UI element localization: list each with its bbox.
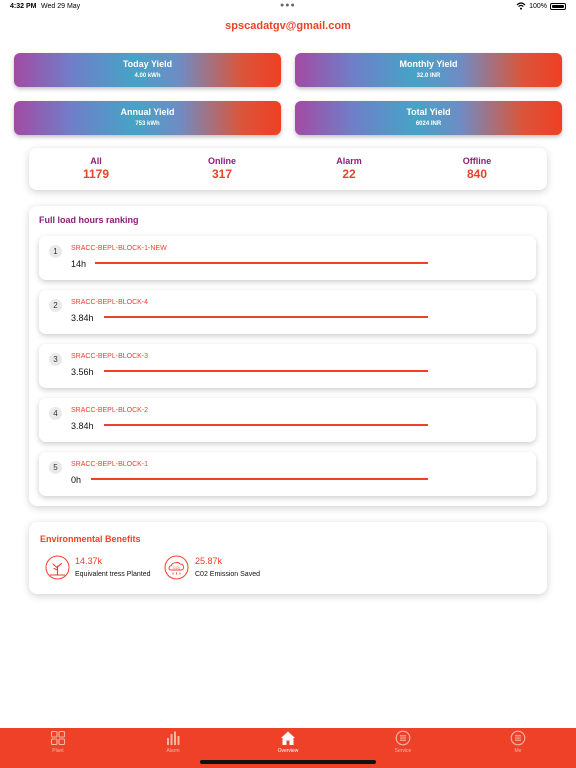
trees-value: 14.37k <box>75 556 103 566</box>
rank-number: 2 <box>49 299 62 312</box>
rank-progress-bar <box>104 370 428 372</box>
status-bar <box>0 0 576 14</box>
monthly-yield-card[interactable] <box>295 53 562 87</box>
battery-percent: 100% <box>529 2 547 10</box>
rank-hours: 3.84h <box>71 313 94 323</box>
tab-service[interactable] <box>363 730 443 754</box>
stat-alarm-value: 22 <box>342 167 356 181</box>
co2-icon-text: CO₂ <box>172 564 181 570</box>
annual-yield-value: 753 kWh <box>135 121 160 127</box>
ranking-item[interactable] <box>39 236 536 280</box>
stat-alarm-label: Alarm <box>336 156 362 166</box>
rank-number: 3 <box>49 353 62 366</box>
annual-yield-label: Annual Yield <box>120 107 175 117</box>
trees-label: Equivalent tress Planted <box>75 571 151 578</box>
bar-chart-icon <box>165 730 181 746</box>
ranking-item[interactable] <box>39 398 536 442</box>
today-yield-value: 4.00 kWh <box>134 73 161 79</box>
status-time: 4:32 PM <box>10 3 37 10</box>
account-email: spscadatgv@gmail.com <box>225 20 351 32</box>
rank-plant-name: SRACC-BEPL-BLOCK-3 <box>71 353 149 360</box>
stat-online-label: Online <box>207 156 236 166</box>
wifi-icon <box>516 2 526 10</box>
tab-plant[interactable] <box>18 730 98 754</box>
tab-service-label: Service <box>394 748 412 754</box>
status-date: Wed 29 May <box>41 3 81 10</box>
rank-plant-name: SRACC-BEPL-BLOCK-4 <box>71 299 149 306</box>
list-circle-icon <box>510 730 526 746</box>
stat-all-value: 1179 <box>82 167 110 181</box>
tree-planted-icon <box>45 555 70 580</box>
rank-progress-bar <box>104 316 428 318</box>
total-yield-value: 6024 INR <box>415 121 442 127</box>
stat-offline-value: 840 <box>466 167 488 181</box>
rank-progress-bar <box>95 262 428 264</box>
monthly-yield-label: Monthly Yield <box>399 59 458 69</box>
home-indicator[interactable] <box>200 760 376 764</box>
rank-plant-name: SRACC-BEPL-BLOCK-1 <box>71 461 149 468</box>
rank-plant-name: SRACC-BEPL-BLOCK-2 <box>71 407 149 414</box>
battery-icon <box>550 3 566 10</box>
stat-online[interactable] <box>182 156 262 181</box>
rank-plant-name: SRACC-BEPL-BLOCK-1-NEW <box>71 245 167 252</box>
total-yield-card[interactable] <box>295 101 562 135</box>
list-circle-icon <box>395 730 411 746</box>
rank-hours: 3.56h <box>71 367 94 377</box>
tab-plant-label: Plant <box>52 748 64 754</box>
co2-value: 25.87k <box>195 556 223 566</box>
rank-number: 4 <box>49 407 62 420</box>
rank-hours: 0h <box>71 475 82 485</box>
multitasking-dots-icon[interactable]: ●●● <box>280 2 296 9</box>
tab-overview-label: Overview <box>277 748 299 754</box>
ranking-item[interactable] <box>39 290 536 334</box>
full-load-hours-ranking-card <box>29 206 547 506</box>
monthly-yield-value: 32.0 INR <box>416 73 441 79</box>
home-icon <box>280 730 296 746</box>
ranking-item[interactable] <box>39 452 536 496</box>
environmental-benefits-card <box>29 522 547 594</box>
rank-progress-bar <box>104 424 428 426</box>
rank-number: 5 <box>49 461 62 474</box>
tab-me-label: Me <box>514 748 522 754</box>
stat-all[interactable] <box>56 156 136 181</box>
tab-alarm-label: Alarm <box>166 748 180 754</box>
tab-me[interactable] <box>478 730 558 754</box>
rank-hours: 14h <box>71 259 87 269</box>
rank-progress-bar <box>91 478 428 480</box>
co2-label: C02 Emission Saved <box>195 571 260 578</box>
today-yield-label: Today Yield <box>122 59 173 69</box>
today-yield-card[interactable] <box>14 53 281 87</box>
stat-alarm[interactable] <box>309 156 389 181</box>
plant-status-card <box>29 148 547 190</box>
co2-cloud-icon <box>164 555 189 580</box>
stat-all-label: All <box>90 156 102 166</box>
total-yield-label: Total Yield <box>406 107 451 117</box>
environmental-benefits-title: Environmental Benefits <box>40 534 141 544</box>
rank-hours: 3.84h <box>71 421 94 431</box>
tab-alarm[interactable] <box>133 730 213 754</box>
rank-number: 1 <box>49 245 62 258</box>
status-right <box>516 2 566 10</box>
ranking-item[interactable] <box>39 344 536 388</box>
stat-online-value: 317 <box>211 167 233 181</box>
annual-yield-card[interactable] <box>14 101 281 135</box>
tab-overview[interactable] <box>248 730 328 754</box>
ranking-title: Full load hours ranking <box>39 215 139 225</box>
stat-offline[interactable] <box>437 156 517 181</box>
grid-icon <box>50 730 66 746</box>
stat-offline-label: Offline <box>462 156 492 166</box>
